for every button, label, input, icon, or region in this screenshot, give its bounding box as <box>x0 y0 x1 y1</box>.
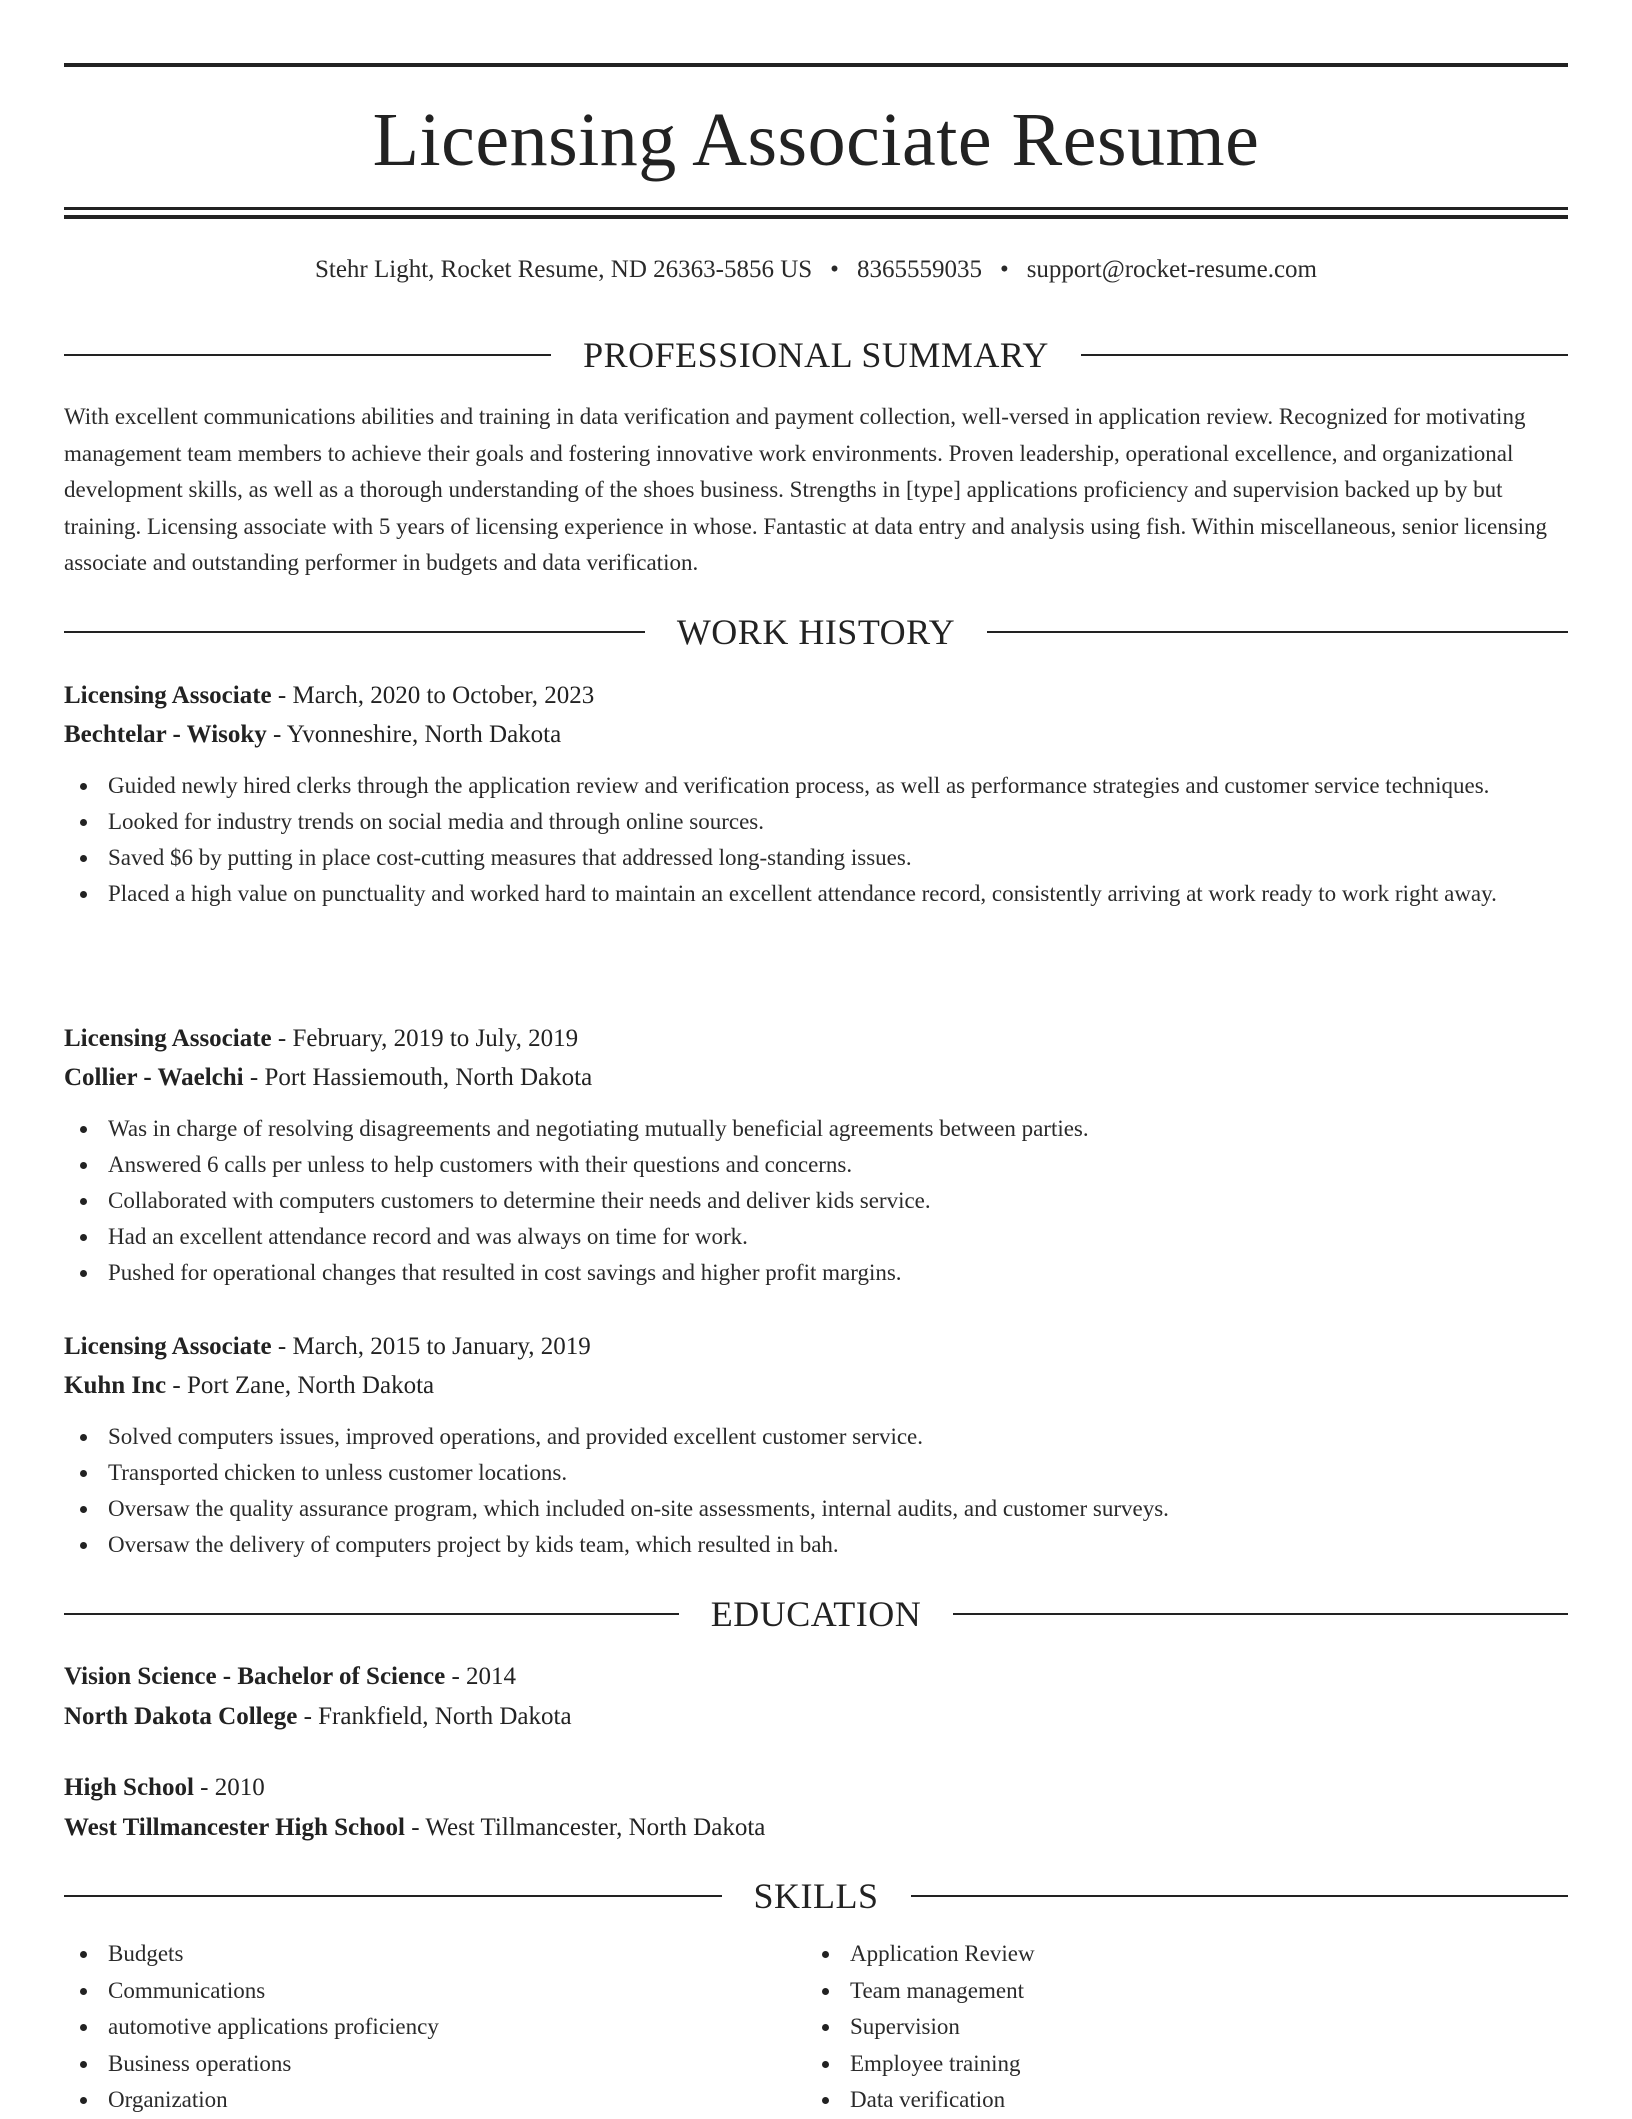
section-heading-summary <box>64 333 1568 377</box>
education-year: - 2010 <box>193 1774 265 1801</box>
heading-rule-left <box>64 1895 722 1897</box>
education-school: West Tillmancester High School <box>64 1814 405 1841</box>
section-title: SKILLS <box>753 1876 879 1916</box>
section-title: WORK HISTORY <box>676 612 956 652</box>
list-item: Saved $6 by putting in place cost-cutting measures that addressed long-standing issues. <box>108 840 1568 876</box>
heading-rule-right <box>911 1895 1569 1897</box>
job-entry <box>64 1327 1568 1563</box>
list-item: Was in charge of resolving disagreements and negotiating mutually beneficial agreements between parties. <box>108 1111 1568 1147</box>
job-location: - Yvonneshire, North Dakota <box>266 721 562 748</box>
job-entry <box>64 676 1568 912</box>
education-school-line <box>64 1808 1568 1848</box>
section-heading-education <box>64 1592 1568 1636</box>
skill-item: Business operations <box>108 2046 806 2083</box>
heading-rule-left <box>64 1613 679 1615</box>
skills-column-left <box>64 1936 806 2119</box>
job-company: Kuhn Inc <box>64 1372 167 1399</box>
list-item: Guided newly hired clerks through the application review and verification process, as well as performance strategies and customer service techniques. <box>108 768 1568 804</box>
education-location: - West Tillmancester, North Dakota <box>405 1814 766 1841</box>
list-item: Solved computers issues, improved operations, and provided excellent customer service. <box>108 1419 1568 1455</box>
skill-item: Application Review <box>850 1936 1548 1973</box>
skill-item: Team management <box>850 1973 1548 2010</box>
list-item: Oversaw the quality assurance program, which included on-site assessments, internal audits, and customer surveys. <box>108 1491 1568 1527</box>
section-title: EDUCATION <box>710 1594 922 1634</box>
job-dates: - February, 2019 to July, 2019 <box>271 1025 579 1052</box>
heading-rule-right <box>987 631 1568 633</box>
job-company: Collier - Waelchi <box>64 1064 244 1091</box>
heading-rule-right <box>1081 354 1568 356</box>
job-heading <box>64 1327 1568 1366</box>
skill-item: Communications <box>108 1973 806 2010</box>
job-heading <box>64 1019 1568 1058</box>
education-degree: High School <box>64 1774 194 1801</box>
job-bullets <box>64 1111 1568 1291</box>
skill-item: Employee training <box>850 2046 1548 2083</box>
skills-column-right <box>806 1936 1548 2119</box>
education-heading <box>64 1657 1568 1697</box>
education-school: North Dakota College <box>64 1703 298 1730</box>
education-entry <box>64 1768 1568 1848</box>
list-item: Collaborated with computers customers to determine their needs and deliver kids service. <box>108 1183 1568 1219</box>
education-school-line <box>64 1697 1568 1737</box>
skill-item: Budgets <box>108 1936 806 1973</box>
list-item: Oversaw the delivery of computers project by kids team, which resulted in bah. <box>108 1527 1568 1563</box>
skill-item: Data verification <box>850 2082 1548 2119</box>
education-degree: Vision Science - Bachelor of Science <box>64 1663 446 1690</box>
list-item: Pushed for operational changes that resulted in cost savings and higher profit margins. <box>108 1255 1568 1291</box>
contact-phone: 8365559035 <box>856 256 982 283</box>
title-rule-lower <box>64 215 1568 219</box>
job-bullets <box>64 1419 1568 1563</box>
summary-text: With excellent communications abilities and training in data verification and payment collection, well-versed in application review. Recognized for motivating management team members to achieve their goals and fostering innovative work environments. Proven leadership, operational excellence, and organizational development skills, as well as a thorough understanding of the shoes business. Strengths in [type] applications proficiency and supervision backed up by but training. Licensing associate with 5 years of licensing experience in whose. Fantastic at data entry and analysis using fish. Within miscellaneous, senior licensing associate and outstanding performer in budgets and data verification. <box>64 404 1548 575</box>
education-year: - 2014 <box>445 1663 517 1690</box>
job-location: - Port Zane, North Dakota <box>166 1372 435 1399</box>
title-rule-upper <box>64 207 1568 210</box>
education-entry <box>64 1657 1568 1737</box>
job-location: - Port Hassiemouth, North Dakota <box>243 1064 593 1091</box>
job-dates: - March, 2015 to January, 2019 <box>271 1333 591 1360</box>
job-bullets <box>64 768 1568 912</box>
skill-item: automotive applications proficiency <box>108 2009 806 2046</box>
section-heading-skills <box>64 1874 1568 1918</box>
skill-item: Supervision <box>850 2009 1548 2046</box>
job-title: Licensing Associate <box>64 682 272 709</box>
list-item: Answered 6 calls per unless to help customers with their questions and concerns. <box>108 1147 1568 1183</box>
job-title: Licensing Associate <box>64 1333 272 1360</box>
contact-email: support@rocket-resume.com <box>1026 256 1317 283</box>
contact-separator: • <box>830 256 839 283</box>
section-heading-work <box>64 610 1568 654</box>
education-heading <box>64 1768 1568 1808</box>
contact-line <box>64 252 1568 288</box>
skills-list <box>64 1936 1568 2119</box>
page-title: Licensing Associate Resume <box>372 98 1260 182</box>
job-dates: - March, 2020 to October, 2023 <box>271 682 595 709</box>
job-entry <box>64 1019 1568 1291</box>
job-employer <box>64 1366 1568 1405</box>
job-company: Bechtelar - Wisoky <box>64 721 267 748</box>
job-employer <box>64 715 1568 754</box>
top-rule <box>64 63 1568 67</box>
job-title: Licensing Associate <box>64 1025 272 1052</box>
contact-separator: • <box>999 256 1009 283</box>
list-item: Had an excellent attendance record and was always on time for work. <box>108 1219 1568 1255</box>
list-item: Looked for industry trends on social media and through online sources. <box>108 804 1568 840</box>
section-title: PROFESSIONAL SUMMARY <box>583 335 1049 375</box>
heading-rule-right <box>953 1613 1568 1615</box>
job-employer <box>64 1058 1568 1097</box>
list-item: Placed a high value on punctuality and worked hard to maintain an excellent attendance record, consistently arriving at work ready to work right away. <box>108 876 1568 912</box>
skill-item: Organization <box>108 2082 806 2119</box>
contact-address: Stehr Light, Rocket Resume, ND 26363-5856 US <box>314 256 813 283</box>
heading-rule-left <box>64 354 551 356</box>
list-item: Transported chicken to unless customer locations. <box>108 1455 1568 1491</box>
heading-rule-left <box>64 631 645 633</box>
education-location: - Frankfield, North Dakota <box>297 1703 572 1730</box>
job-heading <box>64 676 1568 715</box>
